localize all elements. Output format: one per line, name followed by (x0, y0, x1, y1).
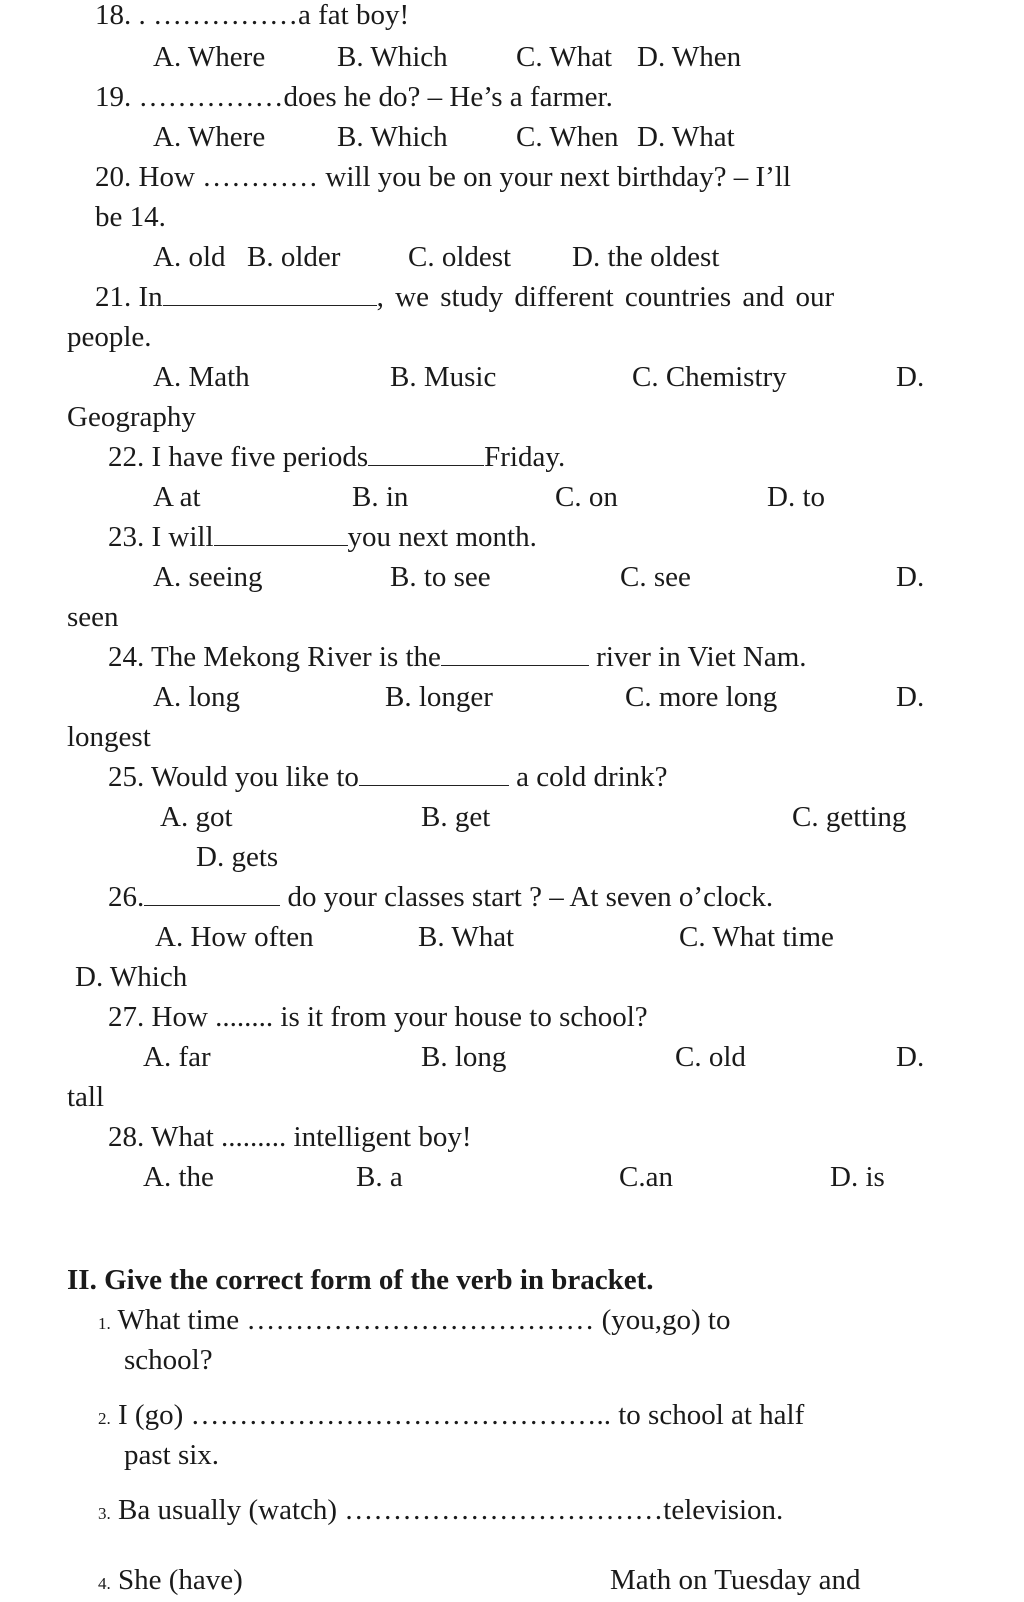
question-27-stem: 27. How ........ is it from your house to school? (108, 1001, 648, 1033)
verb-item-2-dots[interactable]: …………………………………….. (190, 1399, 611, 1431)
q19-number: 19. (95, 81, 139, 113)
q21-option-d-continued: Geography (67, 401, 196, 433)
q24-text-b: river in Viet Nam. (588, 641, 807, 673)
verb-item-4-right: Math on Tuesday and (610, 1564, 861, 1596)
question-20-stem (95, 159, 791, 195)
question-22-stem (108, 439, 565, 475)
q19-option-c: C. When (516, 121, 619, 153)
q28-option-a: A. the (143, 1161, 214, 1193)
q25-option-c: C. getting (792, 801, 907, 833)
q26-option-c: C. What time (679, 921, 834, 953)
verb-item-2-text-a: I (go) (110, 1399, 191, 1431)
q19-dots: …………… (138, 81, 284, 113)
verb-item-1 (98, 1302, 730, 1342)
verb-item-4-text-a: She (have) (110, 1564, 243, 1596)
q25-option-a: A. got (160, 801, 233, 833)
section-2-heading: II. Give the correct form of the verb in bracket. (67, 1264, 654, 1296)
q21-number: 21. In (95, 281, 163, 313)
verb-item-1-dots[interactable]: ……………………………… (246, 1304, 595, 1336)
q26-blank[interactable] (144, 879, 280, 906)
q26-option-a: A. How often (155, 921, 314, 953)
q24-option-d: D. (896, 681, 925, 713)
question-19-stem (95, 79, 613, 115)
q23-option-b: B. to see (390, 561, 491, 593)
q23-option-a: A. seeing (153, 561, 263, 593)
q25-option-b: B. get (421, 801, 491, 833)
q19-option-b: B. Which (337, 121, 448, 153)
question-23-stem (108, 519, 537, 555)
q21-stem-continued: people. (67, 321, 152, 353)
verb-item-1-continued: school? (124, 1344, 213, 1376)
q22-option-d: D. to (767, 481, 825, 513)
verb-item-3-text-b: television. (663, 1494, 784, 1526)
q22-text-b: Friday. (484, 441, 566, 473)
q24-option-c: C. more long (625, 681, 778, 713)
q20-option-c: C. oldest (408, 241, 512, 273)
q25-blank[interactable] (359, 759, 509, 786)
question-26-stem (108, 879, 773, 915)
verb-item-2-number: 2. (98, 1409, 111, 1428)
q21-option-b: B. Music (390, 361, 497, 393)
q26-number: 26. (108, 881, 145, 913)
q19-option-d: D. What (637, 121, 735, 153)
q26-option-b: B. What (418, 921, 515, 953)
verb-item-4-left (98, 1562, 243, 1602)
question-24-stem (108, 639, 807, 675)
q28-option-c: C.an (619, 1161, 673, 1193)
q22-option-a: A at (153, 481, 201, 513)
q24-option-a: A. long (153, 681, 240, 713)
q21-option-a: A. Math (153, 361, 250, 393)
q25-text-a: 25. Would you like to (108, 761, 359, 793)
verb-item-1-text-b: (you,go) to (594, 1304, 731, 1336)
verb-item-3-text-a: Ba usually (watch) (110, 1494, 345, 1526)
q27-option-a: A. far (143, 1041, 211, 1073)
verb-item-1-text-a: What time (110, 1304, 247, 1336)
verb-item-4-number: 4. (98, 1574, 111, 1593)
verb-item-2-continued: past six. (124, 1439, 220, 1471)
q26-option-d: D. Which (75, 961, 188, 993)
q22-option-b: B. in (352, 481, 409, 513)
q27-option-d-continued: tall (67, 1081, 105, 1113)
q20-option-b: B. older (247, 241, 341, 273)
q20-dots: ………… (202, 161, 319, 193)
q23-text-a: 23. I will (108, 521, 214, 553)
q19-option-a: A. Where (153, 121, 266, 153)
q27-option-b: B. long (421, 1041, 507, 1073)
question-28-stem: 28. What ......... intelligent boy! (108, 1121, 472, 1153)
q21-text: , we study different countries and our (376, 281, 835, 313)
q22-text-a: 22. I have five periods (108, 441, 369, 473)
q22-option-c: C. on (555, 481, 618, 513)
q20-text: will you be on your next birthday? – I’ll (318, 161, 791, 193)
q21-option-d: D. (896, 361, 925, 393)
q21-option-c: C. Chemistry (632, 361, 787, 393)
q20-stem-continued: be 14. (95, 201, 166, 233)
q18-dots: …………… (153, 0, 298, 31)
q21-blank[interactable] (163, 279, 377, 306)
question-21-stem (95, 279, 834, 315)
verb-item-3 (98, 1492, 783, 1532)
verb-item-1-number: 1. (98, 1314, 111, 1333)
q24-option-b: B. longer (385, 681, 493, 713)
q24-text-a: 24. The Mekong River is the (108, 641, 441, 673)
q25-text-b: a cold drink? (508, 761, 668, 793)
q20-number: 20. How (95, 161, 203, 193)
q18-number: 18. . (95, 0, 153, 31)
verb-item-3-dots[interactable]: …………………………… (344, 1494, 664, 1526)
q18-option-a: A. Where (153, 41, 266, 73)
question-18-stem (95, 0, 409, 33)
verb-item-2-text-b: to school at half (610, 1399, 805, 1431)
q18-option-b: B. Which (337, 41, 448, 73)
q19-text: does he do? – He’s a farmer. (283, 81, 613, 113)
q23-text-b: you next month. (347, 521, 537, 553)
q23-option-c: C. see (620, 561, 691, 593)
question-25-stem (108, 759, 668, 795)
q28-option-d: D. is (830, 1161, 885, 1193)
q18-text: a fat boy! (298, 0, 410, 31)
q20-option-a: A. old (153, 241, 226, 273)
q25-option-d: D. gets (196, 841, 279, 873)
q26-text: do your classes start ? – At seven o’clock. (280, 881, 774, 913)
q24-blank[interactable] (441, 639, 589, 666)
q24-option-d-continued: longest (67, 721, 151, 753)
q27-option-c: C. old (675, 1041, 746, 1073)
q22-blank[interactable] (368, 439, 484, 466)
q27-option-d: D. (896, 1041, 925, 1073)
q18-option-c: C. What (516, 41, 613, 73)
q28-option-b: B. a (356, 1161, 403, 1193)
q20-option-d: D. the oldest (572, 241, 720, 273)
verb-item-2 (98, 1397, 804, 1437)
q23-option-d-continued: seen (67, 601, 119, 633)
verb-item-3-number: 3. (98, 1504, 111, 1523)
q18-option-d: D. When (637, 41, 742, 73)
q23-blank[interactable] (214, 519, 348, 546)
q23-option-d: D. (896, 561, 925, 593)
